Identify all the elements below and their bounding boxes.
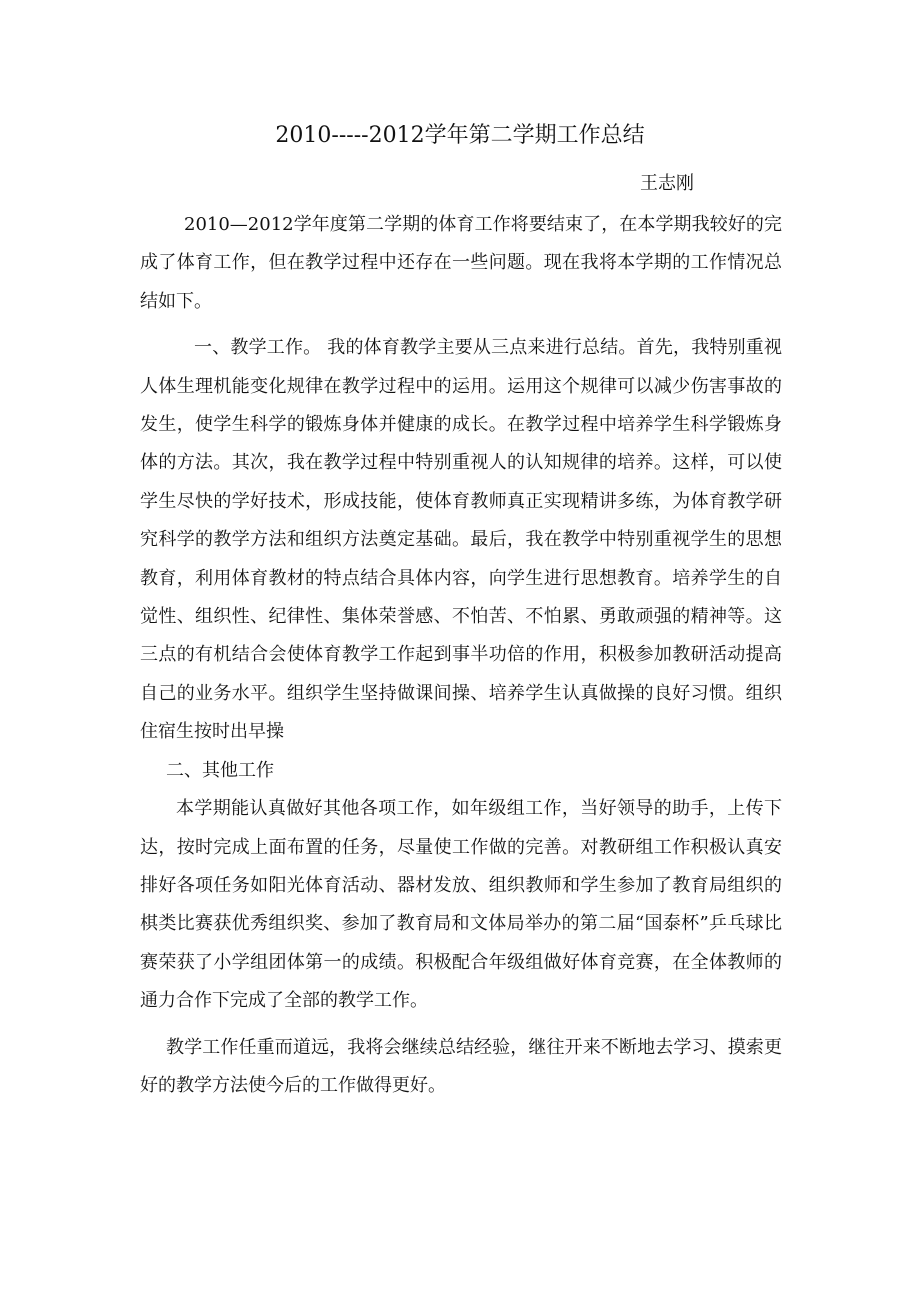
document-body (140, 206, 782, 1105)
intro-paragraph: 2010—2012学年度第二学期的体育工作将要结束了，在本学期我较好的完成了体育工作，但在教学过程中还存在一些问题。现在我将本学期的工作情况总结如下。 (140, 214, 782, 312)
document-title: 2010-----2012学年第二学期工作总结 (275, 123, 645, 148)
closing-paragraph: 教学工作任重而道远，我将会继续总结经验，继往开来不断地去学习、摸索更好的教学方法使今后的工作做得更好。 (140, 1036, 782, 1096)
teaching-work-paragraph: 一、教学工作。 我的体育教学主要从三点来进行总结。首先，我特别重视人体生理机能变化规律在教学过程中的运用。运用这个规律可以减少伤害事故的发生，使学生科学的锻炼身体并健康的成长。在教学过程中培养学生科学锻炼身体的方法。其次，我在教学过程中特别重视人的认知规律的培养。这样，可以使学生尽快的学好技术，形成技能，使体育教师真正实现精讲多练，为体育教学研究科学的教学方法和组织方法奠定基础。最后，我在教学中特别重视学生的思想教育，利用体育教材的特点结合具体内容，向学生进行思想教育。培养学生的自觉性、组织性、纪律性、集体荣誉感、不怕苦、不怕累、勇敢顽强的精神等。这三点的有机结合会使体育教学工作起到事半功倍的作用，积极参加教研活动提高自己的业务水平。组织学生坚持做课间操、培养学生认真做操的良好习惯。组织住宿生按时出早操 (140, 337, 782, 743)
other-work-paragraph: 本学期能认真做好其他各项工作，如年级组工作，当好领导的助手，上传下达，按时完成上面布置的任务，尽量使工作做的完善。对教研组工作积极认真安排好各项任务如阳光体育活动、器材发放、组织教师和学生参加了教育局组织的棋类比赛获优秀组织奖、参加了教育局和文体局举办的第二届“国泰杯”乒乓球比赛荣获了小学组团体第一的成绩。积极配合年级组做好体育竞赛，在全体教师的通力合作下完成了全部的教学工作。 (140, 798, 782, 1012)
author-name: 王志刚 (640, 173, 694, 194)
other-work-heading: 二、其他工作 (166, 759, 274, 781)
